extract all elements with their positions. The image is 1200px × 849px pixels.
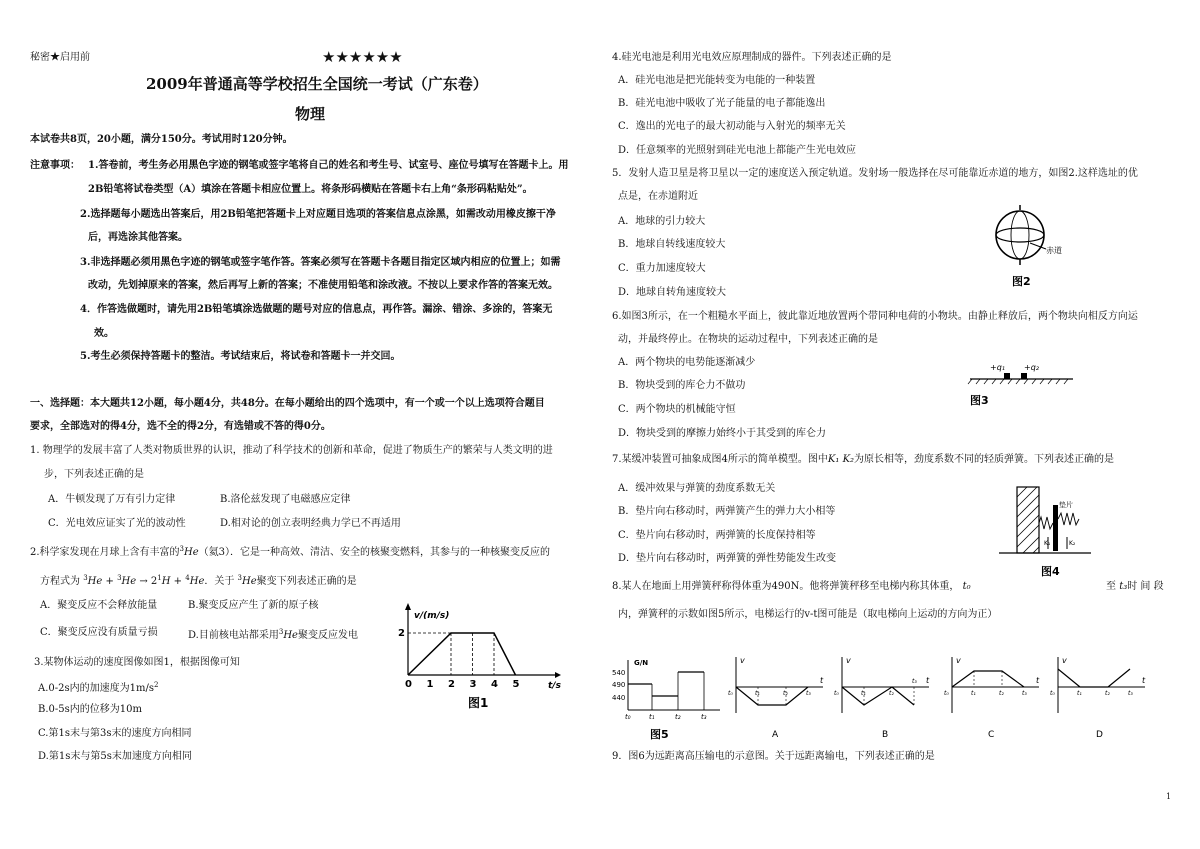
note-5: 5.考生必须保持答题卡的整洁。考试结束后，将试卷和答题卡一并交回。 — [80, 351, 401, 362]
q2-eq-he4: He — [189, 576, 205, 587]
fig4-k2-label: K₂ — [1069, 540, 1076, 547]
q7-option-a: A．缓冲效果与弹簧的劲度系数无关 — [618, 483, 776, 494]
optC-v: v — [956, 656, 961, 665]
q6-option-a: A．两个物块的电势能逐渐减少 — [618, 357, 756, 368]
optB-t1: t₁ — [861, 690, 866, 697]
q8-stem-1a: 8.某人在地面上用弹簧秤称得体重为490N。他将弹簧秤移至电梯内称其体重， — [612, 581, 960, 592]
fig4-pad-label: 垫片 — [1059, 501, 1073, 509]
q6-stem-2: 动，并最终停止。在物块的运动过程中，下列表述正确的是 — [618, 334, 878, 345]
q1-stem-2: 步，下列表述正确的是 — [44, 469, 144, 480]
fig2-earth-circle — [996, 211, 1044, 259]
q2-option-a: A．聚变反应不会释放能量 — [40, 600, 158, 611]
q5-stem-2: 点是，在赤道附近 — [618, 191, 698, 202]
note-4a: 4．作答选做题时，请先用2B铅笔填涂选做题的题号对应的信息点，再作答。漏涂、错涂、多涂的，答案无 — [80, 304, 553, 315]
q7-option-b: B．垫片向右移动时，两弹簧产生的弹力大小相等 — [618, 506, 836, 517]
q6-option-b: B．物块受到的库仑力不做功 — [618, 380, 746, 391]
fig5-g-label: G/N — [634, 659, 649, 667]
fig5-g-440: 440 — [612, 694, 626, 702]
q2-stem-2: 方程式为 $^3He + ^3He \to 2^1H + ^4He$．关于 $^3$He聚变下列表述正确的是 — [40, 574, 357, 587]
subject-title: 物理 — [295, 105, 326, 123]
note-4b: 效。 — [94, 328, 114, 339]
fig1-x-arrow — [555, 672, 561, 678]
optA-dashes — [758, 687, 786, 705]
exam-info: 本试卷共8页，20小题，满分150分。考试用时120分钟。 — [30, 134, 293, 145]
q1-option-c: C．光电效应证实了光的波动性 — [48, 518, 186, 529]
figure-4-buffer — [995, 483, 1095, 583]
q2-option-d: D.目前核电站都采用$^3$He聚变反应发电 — [188, 628, 358, 641]
option-a-vt-graph — [728, 655, 828, 745]
q3-option-c: C.第1s末与第3s末的速度方向相同 — [38, 728, 192, 739]
fig1-series-line — [408, 633, 516, 675]
note-3a: 3.非选择题必须用黑色字迹的钢笔或签字笔作答。答案必须写在答题卡各题目指定区域内相应的位置上；如需 — [80, 257, 561, 268]
fig3-q1-label: +q₁ — [990, 363, 1005, 372]
fig2-equator-label: 赤道 — [1046, 246, 1062, 255]
exam-title: 2009年普通高等学校招生全国统一考试（广东卷） — [146, 75, 488, 93]
fig5-g-490: 490 — [612, 681, 626, 689]
fig1-caption: 图1 — [468, 696, 489, 710]
q5-option-d: D．地球自转角速度较大 — [618, 287, 727, 298]
optC-curve — [952, 671, 1024, 687]
fig1-xtick-4: 4 — [491, 679, 498, 690]
q1-option-b: B.洛伦兹发现了电磁感应定律 — [220, 494, 351, 505]
note-2b: 后，再选涂其他答案。 — [88, 232, 188, 243]
optA-v: v — [740, 656, 745, 665]
q2-option-d-he3: He — [283, 630, 298, 641]
fig4-k1-label: K₁ — [1044, 540, 1051, 547]
q8-stem-2: 内，弹簧秤的示数如图5所示，电梯运行的v-t图可能是（取电梯向上运动的方向为正） — [618, 609, 998, 620]
optA-label: A — [772, 730, 779, 740]
optB-t3: t₃ — [912, 678, 917, 685]
fig5-t3: t₃ — [701, 713, 707, 721]
optB-label: B — [882, 730, 889, 740]
notes-label: 注意事项： — [30, 160, 80, 171]
q9-stem: 9．图6为远距离高压输电的示意图。关于远距离输电，下列表述正确的是 — [612, 751, 935, 762]
fig1-xtick-5: 5 — [512, 679, 520, 690]
optC-t2: t₂ — [999, 690, 1004, 697]
q5-option-a: A．地球的引力较大 — [618, 216, 706, 227]
optD-t3: t₃ — [1128, 690, 1133, 697]
option-b-vt-graph — [834, 655, 934, 745]
fig3-block-2 — [1021, 373, 1027, 379]
fig5-g-540: 540 — [612, 669, 626, 677]
q1-option-d: D.相对论的创立表明经典力学已不再适用 — [220, 518, 401, 529]
figure-1-velocity-chart — [390, 600, 580, 712]
q2-option-d-2: 聚变反应发电 — [297, 630, 358, 641]
optD-label: D — [1096, 730, 1103, 740]
optA-t3: t₃ — [806, 690, 811, 697]
figure-5-scale-reading — [612, 655, 727, 745]
optD-t: t — [1142, 676, 1146, 685]
optB-t0: t₀ — [834, 690, 839, 697]
note-3b: 改动，先划掉原来的答案，然后再写上新的答案；不准使用铅笔和涂改液。不按以上要求作答的答案无效。 — [88, 280, 558, 291]
q8-t0: t₀ — [962, 581, 971, 592]
optB-t2: t₂ — [889, 690, 894, 697]
note-1a: 1.答卷前，考生务必用黑色字迹的钢笔或签字笔将自己的姓名和考生号、试室号、座位号填写在答题卡上。用 — [88, 160, 569, 171]
q2-stem-2a: 方程式为 — [40, 576, 80, 587]
q4-stem: 4.硅光电池是利用光电效应原理制成的器件。下列表述正确的是 — [612, 52, 892, 63]
q3-option-d: D.第1s末与第5s末加速度方向相同 — [38, 751, 192, 762]
optA-t0: t₀ — [728, 690, 733, 697]
q2-eq-plus2: + — [173, 576, 183, 587]
optA-t: t — [820, 676, 824, 685]
q2-eq-he3b: He — [121, 576, 137, 587]
optB-curve — [842, 687, 914, 705]
q8-stem-1b: 至 — [1106, 581, 1116, 592]
q1-stem-1: 1. 物理学的发展丰富了人类对物质世界的认识，推动了科学技术的创新和革命，促进了物质生产的繁荣与人类文明的进 — [30, 445, 553, 456]
q4-option-b: B．硅光电池中吸收了光子能量的电子都能逸出 — [618, 98, 826, 109]
q3-option-a-text: A.0-2s内的加速度为1m/s — [38, 683, 154, 694]
q2-stem-2c: 聚变下列表述正确的是 — [256, 576, 357, 587]
figure-3-charges — [968, 360, 1078, 408]
fig1-xtick-2: 2 — [448, 679, 455, 690]
fig1-y-arrow — [405, 603, 411, 610]
fig1-ytick: 2 — [398, 628, 405, 639]
q3-option-b: B.0-5s内的位移为10m — [38, 704, 142, 715]
section1-line1: 一、选择题：本大题共12小题，每小题4分，共48分。在每小题给出的四个选项中，有一个或一个以上选项符合题目 — [30, 398, 545, 409]
optD-v: v — [1062, 656, 1067, 665]
fig4-wall — [1017, 487, 1039, 553]
note-2a: 2.选择题每小题选出答案后，用2B铅笔把答题卡上对应题目选项的答案信息点涂黑，如需改动用橡皮擦干净 — [80, 209, 556, 220]
fig4-caption: 图4 — [1041, 565, 1060, 578]
fig2-pointer — [1030, 243, 1046, 249]
fig5-t1: t₁ — [649, 713, 655, 721]
optC-t3: t₃ — [1022, 690, 1027, 697]
q7-stem-2: 为原长相等，劲度系数不同的轻质弹簧。下列表述正确的是 — [854, 454, 1115, 465]
q3-option-a-sup: 2 — [153, 681, 159, 689]
q7-stem-k: K₁ K₂ — [827, 454, 855, 465]
optA-t1: t₁ — [755, 690, 760, 697]
fig3-hatch — [968, 379, 1068, 384]
note-1b: 2B铅笔将试卷类型（A）填涂在答题卡相应位置上。将条形码横贴在答题卡右上角“条形码粘贴处”。 — [88, 184, 533, 195]
q3-stem: 3.某物体运动的速度图像如图1，根据图像可知 — [34, 657, 240, 668]
fig1-xtick-3: 3 — [469, 679, 477, 690]
fig1-xtick-0: 0 — [405, 679, 412, 690]
q7-stem — [612, 453, 1114, 466]
q6-option-d: D．物块受到的摩擦力始终小于其受到的库仑力 — [618, 428, 827, 439]
q2-option-c: C．聚变反应没有质量亏损 — [40, 627, 158, 638]
fig5-caption: 图5 — [650, 728, 669, 741]
secret-label: 秘密★启用前 — [30, 52, 90, 63]
fig1-ylabel: v/(m/s) — [414, 611, 450, 621]
q4-option-d: D．任意频率的光照射到硅光电池上都能产生光电效应 — [618, 145, 857, 156]
fig1-xtick-1: 1 — [426, 679, 434, 690]
q8-stem-1c: 时 间 段 — [1127, 581, 1164, 592]
q2-eq-h: H — [161, 576, 171, 587]
q3-option-a — [38, 679, 158, 695]
fig5-t0: t₀ — [625, 713, 631, 721]
q4-option-c: C．逸出的光电子的最大初动能与入射光的频率无关 — [618, 121, 846, 132]
section1-line2: 要求，全部选对的得4分，选不全的得2分，有选错或不答的得0分。 — [30, 421, 331, 432]
option-c-vt-graph — [944, 655, 1044, 745]
q8-t3: t₃ — [1119, 581, 1128, 592]
fig5-verticals — [652, 672, 704, 710]
q1-option-a: A．牛顿发现了万有引力定律 — [48, 494, 176, 505]
optA-t2: t₂ — [783, 690, 788, 697]
fig2-equator — [996, 228, 1044, 242]
optB-v: v — [846, 656, 851, 665]
optD-curve — [1058, 669, 1130, 687]
q5-option-c: C．重力加速度较大 — [618, 263, 706, 274]
q8-stem-1 — [612, 580, 971, 593]
q2-eq-arrow: → 2 — [139, 576, 158, 587]
q5-stem-1: 5．发射人造卫星是将卫星以一定的速度送入预定轨道。发射场一般选择在尽可能靠近赤道的地方，如图2.这样选址的优 — [612, 168, 1138, 179]
optC-t1: t₁ — [971, 690, 976, 697]
q4-option-a: A．硅光电池是把光能转变为电能的一种装置 — [618, 75, 816, 86]
q2-eq-plus1: + — [105, 576, 114, 587]
q6-stem-1: 6.如图3所示，在一个粗糙水平面上，彼此靠近地放置两个带同种电荷的小物块。由静止释放后，两个物块向相反方向运 — [612, 311, 1138, 322]
fig4-spring-1 — [1039, 517, 1053, 529]
optC-t0: t₀ — [944, 690, 949, 697]
q5-option-b: B．地球自转线速度较大 — [618, 239, 726, 250]
q2-option-b: B.聚变反应产生了新的原子核 — [188, 600, 319, 611]
q2-eq-he3c: He — [242, 576, 257, 587]
optC-dashes — [974, 671, 1002, 687]
optC-label: C — [988, 730, 995, 740]
stars: ★★★★★★ — [322, 48, 403, 66]
fig4-pad — [1053, 505, 1058, 551]
fig1-xlabel: t/s — [548, 681, 561, 691]
q2-option-d-1: D.目前核电站都采用 — [188, 630, 279, 641]
q8-stem-1-end — [1106, 580, 1164, 593]
q6-option-c: C．两个物块的机械能守恒 — [618, 404, 736, 415]
optC-t: t — [1036, 676, 1040, 685]
q7-option-c: C．垫片向右移动时，两弹簧的长度保持相等 — [618, 530, 816, 541]
figure-2-globe — [990, 203, 1080, 293]
q2-stem-1a: 2.科学家发现在月球上含有丰富的 — [30, 547, 180, 558]
q2-stem-2b: ．关于 — [204, 576, 235, 587]
option-d-vt-graph — [1050, 655, 1150, 745]
optD-t2: t₂ — [1105, 690, 1110, 697]
fig3-block-1 — [1004, 373, 1010, 379]
q7-option-d: D．垫片向右移动时，两弹簧的弹性势能发生改变 — [618, 553, 837, 564]
q2-he3-1: He — [184, 547, 199, 558]
fig2-caption: 图2 — [1012, 275, 1031, 288]
fig5-t2: t₂ — [675, 713, 681, 721]
page-number: 1 — [1166, 792, 1172, 801]
fig3-q2-label: +q₂ — [1024, 363, 1039, 372]
optD-t1: t₁ — [1077, 690, 1082, 697]
optA-curve — [736, 687, 808, 705]
optD-t0: t₀ — [1050, 690, 1055, 697]
q7-stem-1: 7.某缓冲装置可抽象成图4所示的简单模型。图中 — [612, 454, 828, 465]
fig2-meridian — [1011, 211, 1029, 259]
q2-eq-he3a: He — [87, 576, 103, 587]
q2-stem-1: 2.科学家发现在月球上含有丰富的$^3$He（氦3）．它是一种高效、清洁、安全的核聚变燃料，其参与的一种核聚变反应的 — [30, 545, 551, 558]
fig3-caption: 图3 — [970, 394, 989, 407]
fig4-spring-2 — [1058, 513, 1079, 525]
q2-stem-1b: （氦3）．它是一种高效、清洁、安全的核聚变燃料，其参与的一种核聚变反应的 — [198, 547, 551, 558]
optB-t: t — [926, 676, 930, 685]
